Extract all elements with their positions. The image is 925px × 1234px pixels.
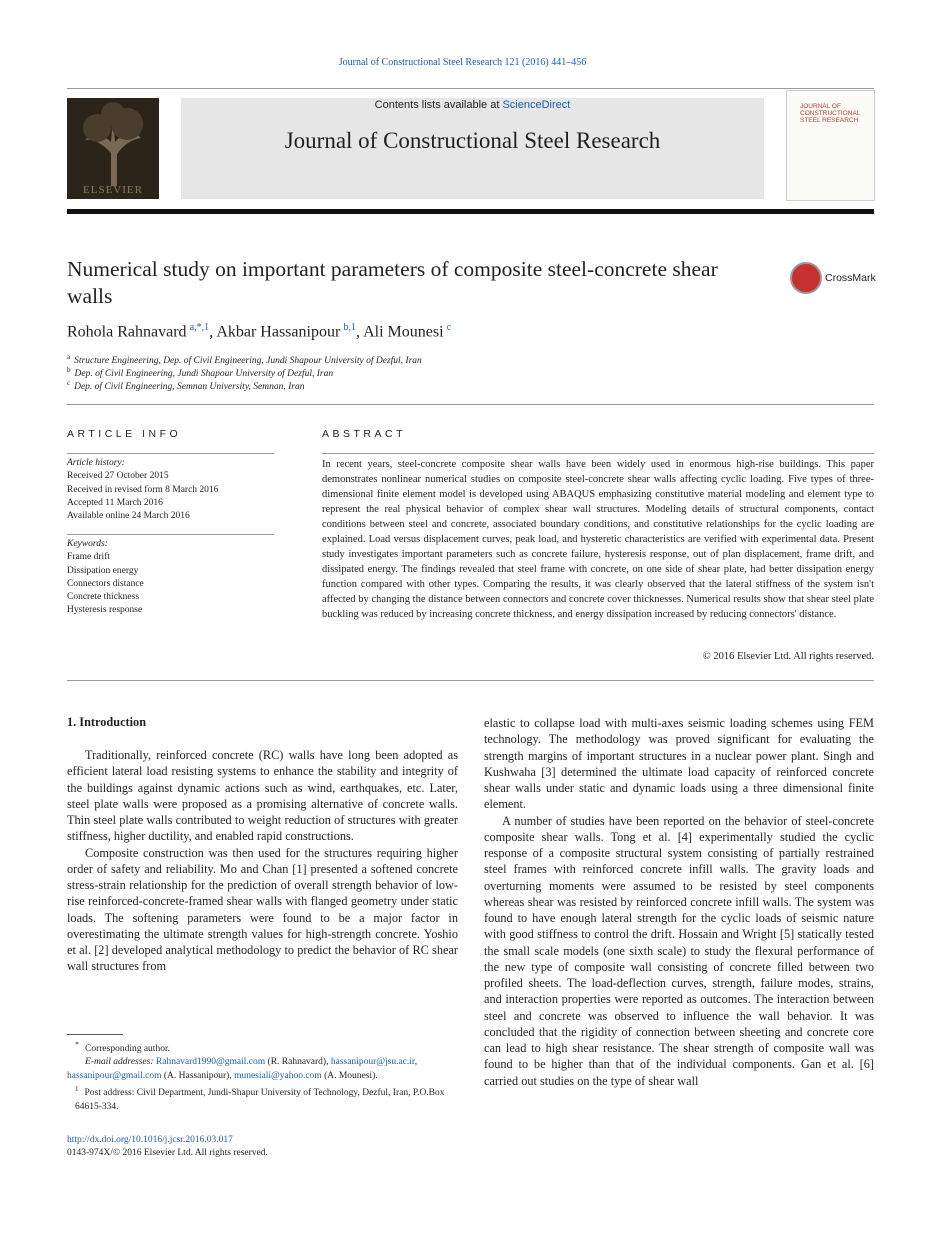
introduction-heading: 1. Introduction — [67, 715, 147, 729]
email-link[interactable]: hassanipour@jsu.ac.ir — [330, 1057, 415, 1068]
keyword: Frame drift — [67, 552, 111, 563]
author-name: Rohola Rahnavard — [67, 323, 187, 341]
footnote-rule — [67, 1034, 123, 1035]
abstract-heading: ABSTRACT — [322, 428, 407, 440]
affiliation: $^b$ Dep. of Civil Engineering, Jundi Shapour University of Dezful, Iran — [67, 366, 334, 380]
crossmark-label[interactable]: CrossMark — [825, 272, 876, 284]
doi-link[interactable]: http://dx.doi.org/10.1016/j.jcsr.2016.03.017 — [67, 1135, 233, 1145]
section-rule — [67, 404, 874, 405]
journal-reference[interactable]: Journal of Constructional Steel Research 121 (2016) 441–456 — [338, 57, 587, 68]
contents-line: Contents lists available at ScienceDirect — [374, 99, 571, 111]
paragraph: Traditionally, reinforced concrete (RC) walls have long been adopted as efficient lateral load resisting systems to enhance the stability and integrity of the buildings against dynamic actions such as wind, earthquakes, etc. Later, steel plate walls were proposed as a promising alternative of concrete walls. Thin steel plate walls contributed to weight reduction of structures with greater stiffness, higher ductility, and enabled rapid constructions. — [67, 748, 458, 844]
paragraph: Composite construction was then used for the structures requiring higher order of safety and reliability. Mo and Chan [1] presented a softened concrete stress-strain relationship for the prediction of overall strength behavior of low- rise reinforced-concrete-framed shear walls with flanged geometry under static loads. The softening parameters were found to be a major factor in overestimating the ultimate strength values for high-strength concrete. Yoshio et al. [2] developed analytical methodology to predict the behavior of RC shear wall structures from — [67, 845, 458, 974]
paragraph: elastic to collapse load with multi-axes seismic loading schemes using FEM technology. The methodology was proved significant for evaluating the strength margins of important structures in a nuclear power plant. Singh and Kushwaha [3] determined the ultimate load capacity of reinforced concrete shear walls under static and dynamic loads using a three dimensional finite element. — [484, 716, 874, 812]
body-column-right — [484, 715, 874, 1089]
journal-title[interactable]: Journal of Constructional Steel Research — [284, 128, 661, 153]
publisher-name: ELSEVIER — [83, 184, 143, 196]
keywords-rule — [67, 534, 274, 535]
cover-title: JOURNAL OF CONSTRUCTIONAL STEEL RESEARCH — [800, 103, 861, 124]
keywords: Keywords: Frame drift Dissipation energy Connectors distance Concrete thickness Hysteresis response — [67, 538, 274, 618]
email-link[interactable]: munesiali@yahoo.com — [234, 1070, 322, 1081]
affiliation: $^a$ Structure Engineering, Dep. of Civil Engineering, Jundi Shapour University of Dezful, Iran — [67, 353, 422, 367]
keyword: Hysteresis response — [67, 605, 143, 616]
paper-title: Numerical study on important parameters of composite steel-concrete shear walls — [67, 257, 718, 308]
affiliation: $^c$ Dep. of Civil Engineering, Semnan University, Semnan, Iran — [67, 379, 305, 393]
author-list: Rohola Rahnavard $^{a,*,1}$, Akbar Hassanipour $^{b,1}$, Ali Mounesi $^c$ — [67, 322, 452, 341]
author-affiliation-marker[interactable]: b,1 — [343, 322, 356, 333]
article-info-heading: ARTICLE INFO — [67, 428, 182, 440]
section-rule — [67, 680, 874, 681]
email-link[interactable]: Rahnavard1990@gmail.com — [155, 1057, 266, 1068]
copyright: © 2016 Elsevier Ltd. All rights reserved. — [702, 651, 874, 662]
author-name: Ali Mounesi — [363, 323, 444, 341]
footnotes: * Corresponding author. E-mail addresses: Rahnavard1990@gmail.com (R. Rahnavard), hassanipour@jsu.ac.ir, hassanipour@gmail.com (A. Hassanipour), munesiali@yahoo.com (A. Mounesi). $^1$ Post address: Civil Department, Jundi-Shapur University of Technology, Dezful, Iran, P.O.Box 64615-334. — [67, 1040, 445, 1112]
body-column-left — [67, 747, 458, 975]
crossmark-icon[interactable] — [790, 262, 822, 294]
abstract-text: In recent years, steel-concrete composite shear walls have been widely used in enormous high-rise buildings. This paper demonstrates nonlinear numerical studies on composite steel-concrete shear walls affecting cyclic loading. Five types of three-dimensional finite element model is developed using ABAQUS emphasizing constitutive material modeling and element type to represent the real physical behavior of complex shear wall structures. Modeling details of structural components, contact conditions between steel and concrete, associated boundary conditions, and constitutive relationships for the cyclic loading are explained. Load versus displacement curves, peak load, and hysteretic characteristics are verified with experimental data. Present study investigates important parameters such as concrete failure, hysteresis response, out of plan displacement, frame drift, and dissipated energy. The findings revealed that steel frame with concrete, on one side of shear plate, had better dissipation energy function compared with other types. Comparing the results, it was clearly observed that the lateral stiffness of the system isn't affected by changing the distance between connectors and concrete cover thicknesses. Numerical results show that shear steel plate buckling was reduced by increasing concrete thickness, and energy dissipation increased by reducing connectors' distance. — [322, 459, 874, 620]
article-history: Article history: Received 27 October 2015 Received in revised form 8 March 2016 Accepted 11 March 2016 Available online 24 March 2016 — [67, 458, 219, 522]
author-affiliation-marker[interactable]: a,*,1 — [189, 322, 210, 333]
elsevier-logo[interactable] — [67, 98, 159, 199]
keyword: Concrete thickness — [67, 592, 140, 603]
paragraph: A number of studies have been reported on the behavior of steel-concrete composite shear walls. Tong et al. [4] experimentally studied the cyclic response of a composite structural system consisting of partially restrained steel frames with reinforced concrete infill walls. The gravity loads and overturning moments were assumed to be resisted by steel components whereas shear was resisted by reinforced concrete infill walls. The system was found to have enough lateral strength for the cyclic loads of seismic nature with good stiffness to control the drift. Hossain and Wright [5] statically tested the small scale models (one sixth scale) to study the flexural performance of the new type of composite wall consisting of concrete filled between two profiled sheets. The load-deflection curves, strength, failure modes, strains, and interaction properties were reported as outcomes. The interaction between steel and concrete was observed to influence the wall behavior. It was concluded that the rigidity of connection between sheeting and concrete core can lead to high shear resistance. The shear strength of composite wall was found to be higher than that of the individual components. Gan et al. [6] carried out studies on the type of shear wall — [484, 813, 874, 1088]
doi-block — [67, 1134, 268, 1160]
header-thick-rule — [67, 209, 874, 214]
keyword: Dissipation energy — [67, 565, 139, 576]
article-info-rule — [67, 453, 274, 454]
issn-line: 0143-974X/© 2016 Elsevier Ltd. All rights reserved. — [67, 1148, 268, 1158]
author-name: Akbar Hassanipour — [216, 323, 341, 341]
header-top-rule — [67, 88, 874, 89]
abstract-rule — [322, 453, 874, 454]
email-link[interactable]: hassanipour@gmail.com — [67, 1070, 162, 1081]
keyword: Connectors distance — [67, 578, 144, 589]
author-affiliation-marker[interactable]: c — [446, 322, 452, 333]
sciencedirect-link[interactable]: ScienceDirect — [502, 99, 571, 111]
